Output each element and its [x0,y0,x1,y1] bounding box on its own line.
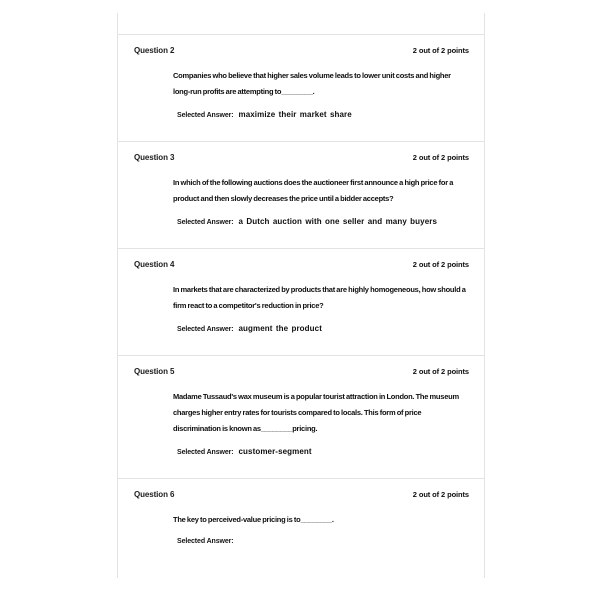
question-block [118,248,484,355]
question-text: Madame Tussaud's wax museum is a popular tourist attraction in London. The museum charges higher entry rates for tourists compared to locals. This form of price discrimination is known as________pricing. [173,392,459,433]
selected-answer-value: customer-segment [238,447,312,456]
question-header [134,490,469,499]
selected-answer-label: Selected Answer: [177,538,234,545]
selected-answer-value: a Dutch auction with one seller and many buyers [238,217,438,226]
selected-answer-row [177,110,469,119]
question-block [118,355,484,478]
selected-answer-label: Selected Answer: [177,112,234,119]
question-header [134,153,469,162]
selected-answer-row [177,324,469,333]
question-title: Question 2 [134,46,175,55]
question-block [118,141,484,248]
selected-answer-row [177,217,469,226]
question-block [118,478,484,567]
question-header [134,46,469,55]
question-list [118,34,484,567]
previous-question-remainder [118,13,484,34]
selected-answer-label: Selected Answer: [177,219,234,226]
question-points-badge: 2 out of 2 points [412,46,469,55]
question-header [134,260,469,269]
quiz-questions-card [117,13,485,578]
question-title: Question 4 [134,260,175,269]
selected-answer-row [177,447,469,456]
question-text: In markets that are characterized by products that are highly homogeneous, how should a firm react to a competitor's reduction in price? [173,285,466,310]
question-header [134,367,469,376]
selected-answer-label: Selected Answer: [177,449,234,456]
selected-answer-row [177,538,469,545]
question-text: Companies who believe that higher sales volume leads to lower unit costs and higher long-run profits are attempting to________. [173,71,451,96]
question-title: Question 3 [134,153,175,162]
question-title: Question 5 [134,367,175,376]
question-title: Question 6 [134,490,175,499]
question-block [118,34,484,141]
selected-answer-value: maximize their market share [238,110,352,119]
question-text: The key to perceived-value pricing is to________. [173,515,334,524]
question-points-badge: 2 out of 2 points [412,260,469,269]
question-points-badge: 2 out of 2 points [412,490,469,499]
question-points-badge: 2 out of 2 points [412,153,469,162]
question-text: In which of the following auctions does the auctioneer first announce a high price for a product and then slowly decreases the price until a bidder accepts? [173,178,454,203]
selected-answer-value: augment the product [238,324,322,333]
selected-answer-label: Selected Answer: [177,326,234,333]
question-points-badge: 2 out of 2 points [412,367,469,376]
